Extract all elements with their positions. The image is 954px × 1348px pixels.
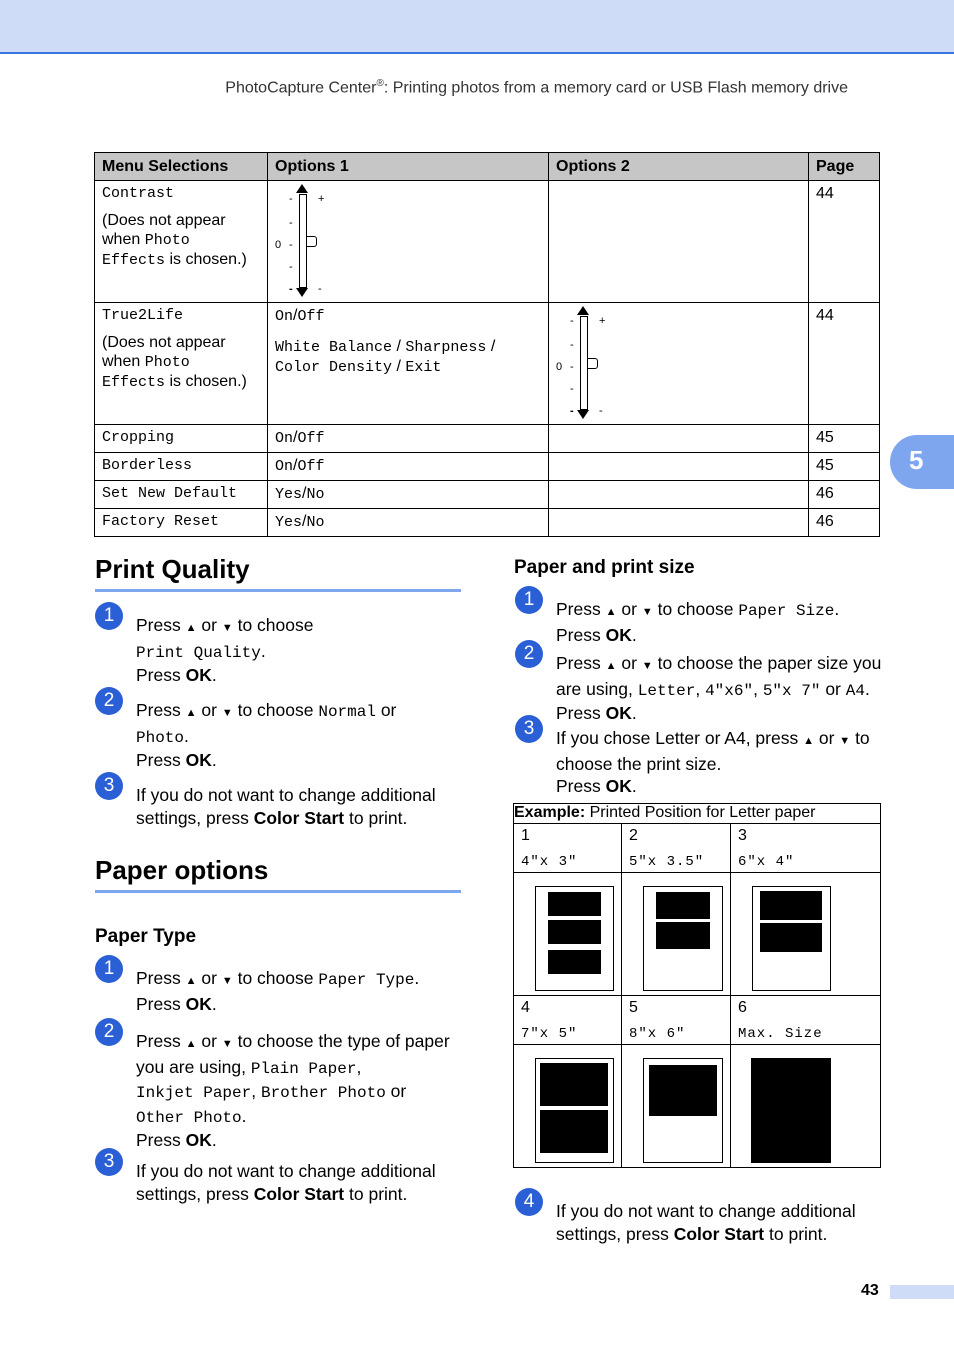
photo-block	[656, 922, 710, 949]
up-arrow-icon	[296, 184, 308, 193]
tick-zero: 0	[275, 239, 282, 251]
tick: -	[289, 261, 293, 273]
down-arrow-icon: ▼	[221, 707, 233, 719]
option-value: Color Density	[275, 359, 393, 376]
step-number: 1	[95, 955, 123, 983]
options2-cell	[549, 303, 809, 425]
table-row	[95, 303, 880, 425]
step-text: or	[201, 1031, 217, 1051]
option-value: Exit	[405, 359, 442, 376]
level-slider-graphic	[556, 306, 616, 416]
step-text: If you do not want to change additional	[136, 785, 436, 805]
step-text: or	[380, 700, 397, 720]
menu-item-mono: Letter	[637, 681, 696, 700]
print-size: 8"x 6"	[629, 1026, 686, 1042]
step-text: to print.	[349, 1183, 408, 1204]
options1-cell	[268, 181, 549, 303]
color-start-key: Color Start	[673, 1223, 765, 1244]
step-text: .	[211, 665, 217, 685]
option-value: Yes	[275, 486, 303, 503]
example-label-row	[514, 824, 881, 873]
pt-step-3	[103, 1151, 466, 1205]
print-size: 4"x 3"	[521, 854, 578, 870]
down-arrow-icon: ▼	[221, 975, 233, 987]
menu-name: Cropping	[95, 425, 268, 453]
step-text: Press	[136, 615, 181, 635]
tick-plus: +	[318, 193, 325, 205]
step-text: settings, press	[556, 1223, 669, 1244]
tick: -	[289, 217, 293, 229]
table-header-row	[95, 153, 880, 181]
step-text: to choose	[237, 700, 314, 720]
step-text: Press	[556, 653, 601, 673]
print-size: 6"x 4"	[738, 854, 795, 870]
tick-minus: -	[318, 283, 322, 295]
example-caption: Printed Position for Letter paper	[589, 804, 816, 821]
page-ref: 46	[809, 481, 880, 509]
step-text: .	[631, 776, 637, 796]
step-text: Press	[136, 1130, 181, 1150]
option-value: Yes	[275, 514, 303, 531]
menu-item-mono: Other Photo	[136, 1108, 242, 1127]
ps-step-3	[523, 718, 891, 798]
print-position-example-table	[513, 803, 881, 1168]
up-arrow-icon	[577, 306, 589, 315]
step-text: or	[201, 968, 217, 988]
slider-knob	[306, 236, 317, 247]
up-arrow-icon: ▲	[185, 975, 197, 987]
layout-4x3	[514, 873, 622, 996]
layout-6x4	[731, 873, 881, 996]
col-header-page: Page	[809, 153, 880, 181]
step-text: .	[241, 1105, 247, 1126]
step-text: Press	[136, 1031, 181, 1051]
section-underline	[95, 890, 461, 893]
contrast-slider-graphic	[275, 184, 335, 294]
subsection-title-paper-type: Paper Type	[95, 926, 197, 947]
slider-knob	[587, 358, 598, 369]
step-text: to print.	[769, 1223, 828, 1244]
step-text: Press	[556, 703, 601, 723]
option-value: Sharpness	[405, 339, 487, 356]
step-number: 3	[515, 715, 543, 743]
subsection-title-paper-print-size: Paper and print size	[514, 557, 695, 578]
tick: -	[289, 239, 293, 251]
step-text: Press	[136, 700, 181, 720]
step-text: .	[414, 968, 420, 988]
step-text: If you chose Letter or A4, press	[556, 728, 799, 748]
up-arrow-icon: ▲	[185, 622, 197, 634]
down-arrow-icon: ▼	[221, 622, 233, 634]
page-ref: 44	[809, 303, 880, 425]
ok-key: OK	[605, 703, 632, 723]
item-number: 3	[738, 827, 747, 844]
step-number: 4	[515, 1188, 543, 1216]
step-text: or	[621, 653, 637, 673]
menu-item-mono: 5"x 7"	[762, 681, 821, 700]
step-text: Press	[136, 750, 181, 770]
step-number: 2	[515, 640, 543, 668]
ps-step-2: 2 Press ▲ or ▼ to choose the paper size you are using, Letter, 4"x6", 5"x 7" or A4. Press OK.	[556, 652, 891, 725]
menu-item-mono: 4"x6"	[705, 681, 754, 700]
step-text: .	[184, 725, 189, 746]
paper-sheet	[643, 886, 723, 991]
page-ref: 44	[809, 181, 880, 303]
step-text: or	[621, 599, 637, 619]
up-arrow-icon: ▲	[185, 1038, 197, 1050]
note-text: (Does not appear when	[102, 212, 226, 248]
photo-block	[540, 1110, 608, 1153]
example-picture-row	[514, 873, 881, 996]
page-ref: 46	[809, 509, 880, 537]
step-text: or	[201, 615, 217, 635]
layout-5x3.5	[622, 873, 731, 996]
menu-item-mono: Normal	[318, 703, 376, 721]
menu-name: Contrast	[102, 185, 175, 202]
header-subtitle: : Printing photos from a memory card or USB Flash memory drive	[383, 79, 848, 97]
section-underline	[95, 589, 461, 592]
step-text: Press	[556, 624, 601, 645]
option-value: No	[306, 486, 325, 503]
pq-step-2	[103, 690, 466, 772]
ok-key: OK	[605, 624, 632, 645]
chapter-number: 5	[909, 445, 924, 475]
step-text: .	[211, 993, 217, 1014]
options2-cell	[549, 425, 809, 453]
color-start-key: Color Start	[253, 807, 345, 828]
menu-cell	[95, 181, 268, 303]
col-header-options1: Options 1	[268, 153, 549, 181]
step-text: settings, press	[136, 1183, 249, 1204]
note-text: chosen.)	[185, 373, 247, 390]
menu-item-mono: Paper Size	[738, 602, 835, 620]
step-text: or	[825, 678, 841, 699]
menu-item-mono: Paper Type	[318, 971, 415, 989]
ok-key: OK	[605, 776, 632, 796]
layout-7x5	[514, 1045, 622, 1168]
photo-block	[751, 1058, 831, 1163]
step-number: 1	[95, 602, 123, 630]
up-arrow-icon: ▲	[185, 707, 197, 719]
table-row	[95, 181, 880, 303]
menu-name: Factory Reset	[95, 509, 268, 537]
down-arrow-icon: ▼	[221, 1038, 233, 1050]
photo-block	[548, 920, 601, 944]
step-text: you are using,	[136, 1056, 246, 1077]
ok-key: OK	[185, 993, 212, 1014]
running-header	[0, 78, 954, 97]
menu-settings-table	[94, 152, 880, 537]
up-arrow-icon: ▲	[803, 735, 814, 747]
note-mono: Photo Effects	[102, 354, 190, 391]
example-label-cell	[514, 824, 622, 873]
paper-sheet	[643, 1058, 723, 1163]
step-text: .	[631, 703, 637, 723]
print-size: Max. Size	[738, 1026, 823, 1042]
menu-cell	[95, 303, 268, 425]
step-number: 2	[95, 1018, 123, 1046]
section-title-paper-options: Paper options	[95, 855, 269, 885]
option-value: On	[275, 308, 294, 325]
step-text: to choose	[237, 615, 314, 635]
step-text: Press	[136, 968, 181, 988]
step-text: choose the print size.	[556, 753, 722, 774]
options1-cell: On/Off White Balance / Sharpness / Color Density / Exit	[268, 303, 549, 425]
menu-name: Set New Default	[95, 481, 268, 509]
header-title: PhotoCapture Center	[225, 79, 377, 97]
pt-step-1	[103, 958, 466, 1015]
step-text: are using,	[556, 678, 633, 699]
example-label-cell	[731, 824, 881, 873]
pq-step-3	[103, 775, 466, 829]
item-number: 6	[738, 999, 747, 1016]
step-text: to	[855, 728, 870, 748]
step-text: ,	[251, 1081, 257, 1101]
step-text: .	[260, 640, 266, 661]
step-number: 3	[95, 1148, 123, 1176]
step-text: Press	[136, 665, 181, 685]
menu-item-mono: Plain Paper	[250, 1059, 357, 1078]
photo-block	[760, 891, 822, 920]
step-text: .	[834, 599, 840, 619]
up-arrow-icon: ▲	[605, 606, 617, 618]
chapter-tab	[890, 435, 954, 489]
step-text: to choose the type of paper	[237, 1031, 450, 1051]
option-value: On	[275, 430, 294, 447]
options1-cell: Yes/No	[268, 481, 549, 509]
step-text: If you do not want to change additional	[556, 1201, 856, 1221]
options2-cell	[549, 481, 809, 509]
pt-step-2	[103, 1021, 466, 1152]
tick-zero: 0	[556, 361, 563, 373]
tick-plus: +	[599, 315, 606, 327]
step-text: Press	[556, 776, 601, 796]
up-arrow-icon: ▲	[605, 660, 617, 672]
option-value: On	[275, 458, 294, 475]
step-text: .	[211, 1130, 217, 1150]
ps-step-1	[523, 589, 891, 646]
option-value: Off	[297, 430, 325, 447]
table-row	[95, 425, 880, 453]
ps-step-4	[523, 1191, 891, 1245]
photo-block	[656, 892, 710, 919]
table-row	[95, 481, 880, 509]
print-size: 5"x 3.5"	[629, 854, 705, 870]
example-label-cell	[622, 824, 731, 873]
menu-item-mono: Photo	[136, 728, 185, 747]
step-number: 2	[95, 687, 123, 715]
paper-sheet	[535, 1058, 614, 1163]
menu-item-mono: A4	[845, 681, 865, 700]
step-text: to print.	[349, 807, 408, 828]
example-label-cell	[622, 996, 731, 1045]
step-text: .	[631, 624, 637, 645]
step-text: to choose	[237, 968, 314, 988]
tick: -	[570, 383, 574, 395]
step-text: to choose the paper size you	[657, 653, 882, 673]
down-arrow-icon: ▼	[839, 735, 851, 747]
menu-item-mono: Inkjet Paper	[136, 1084, 252, 1102]
step-text: to choose	[657, 599, 734, 619]
example-label-row	[514, 996, 881, 1045]
options2-cell	[549, 181, 809, 303]
step-text: Press	[556, 599, 601, 619]
tick: -	[289, 193, 293, 205]
print-size: 7"x 5"	[521, 1026, 578, 1042]
paper-sheet	[752, 886, 831, 991]
footer-bar	[890, 1285, 954, 1299]
step-number: 3	[95, 772, 123, 800]
menu-item-mono: Print Quality	[136, 643, 261, 662]
options1-cell: Yes/No	[268, 509, 549, 537]
item-number: 2	[629, 827, 638, 844]
example-header	[514, 804, 881, 824]
page-number: 43	[861, 1282, 879, 1299]
tick: -	[289, 283, 293, 295]
option-value: Off	[297, 458, 325, 475]
col-header-options2: Options 2	[549, 153, 809, 181]
tick-minus: -	[599, 405, 603, 417]
step-text: Press	[136, 993, 181, 1014]
menu-name: True2Life	[102, 307, 184, 324]
layout-max-size	[731, 1045, 881, 1168]
options1-cell: On/Off	[268, 425, 549, 453]
step-text: ,	[356, 1056, 362, 1077]
page-ref: 45	[809, 425, 880, 453]
options2-cell	[549, 453, 809, 481]
table-row	[95, 509, 880, 537]
photo-block	[760, 923, 822, 952]
options2-cell	[549, 509, 809, 537]
note-mono: Photo Effects	[102, 232, 190, 269]
example-header-row	[514, 804, 881, 824]
down-arrow-icon: ▼	[641, 660, 653, 672]
photo-block	[649, 1065, 717, 1116]
page-ref: 45	[809, 453, 880, 481]
ok-key: OK	[185, 1130, 212, 1150]
layout-8x6	[622, 1045, 731, 1168]
tick: -	[570, 315, 574, 327]
step-text: If you do not want to change additional	[136, 1161, 436, 1181]
color-start-key: Color Start	[253, 1183, 345, 1204]
step-text: settings, press	[136, 807, 249, 828]
photo-block	[548, 950, 601, 974]
photo-block	[540, 1063, 608, 1106]
menu-item-mono: Brother Photo	[260, 1084, 386, 1102]
example-label-cell	[514, 996, 622, 1045]
tick: -	[570, 339, 574, 351]
example-label-cell	[731, 996, 881, 1045]
down-arrow-icon: ▼	[641, 606, 653, 618]
example-picture-row	[514, 1045, 881, 1168]
step-text: .	[211, 750, 217, 770]
note-text: (Does not appear when	[102, 334, 226, 370]
note-text: is	[169, 251, 182, 268]
registered-mark: ®	[376, 78, 384, 89]
options1-cell: On/Off	[268, 453, 549, 481]
step-text: or	[201, 700, 217, 720]
table-row	[95, 453, 880, 481]
item-number: 5	[629, 999, 638, 1016]
step-text: .	[864, 678, 870, 699]
option-value: No	[306, 514, 325, 531]
menu-name: Borderless	[95, 453, 268, 481]
top-banner	[0, 0, 954, 54]
col-header-menu: Menu Selections	[95, 153, 268, 181]
paper-sheet	[535, 886, 614, 991]
photo-block	[548, 892, 601, 916]
ok-key: OK	[185, 750, 212, 770]
step-number: 1	[515, 586, 543, 614]
note-text: chosen.)	[185, 251, 247, 268]
step-text: or	[390, 1081, 407, 1101]
tick: -	[570, 361, 574, 373]
ok-key: OK	[185, 665, 212, 685]
item-number: 4	[521, 999, 530, 1016]
step-text: or	[818, 728, 835, 748]
pq-step-1	[103, 605, 466, 687]
option-value: White Balance	[275, 339, 393, 356]
note-text: is	[169, 373, 182, 390]
option-value: Off	[297, 308, 325, 325]
down-arrow-icon	[296, 288, 308, 297]
down-arrow-icon	[577, 410, 589, 419]
section-title-print-quality: Print Quality	[95, 554, 250, 584]
example-label: Example:	[514, 804, 586, 821]
item-number: 1	[521, 827, 530, 844]
tick: -	[570, 405, 574, 417]
